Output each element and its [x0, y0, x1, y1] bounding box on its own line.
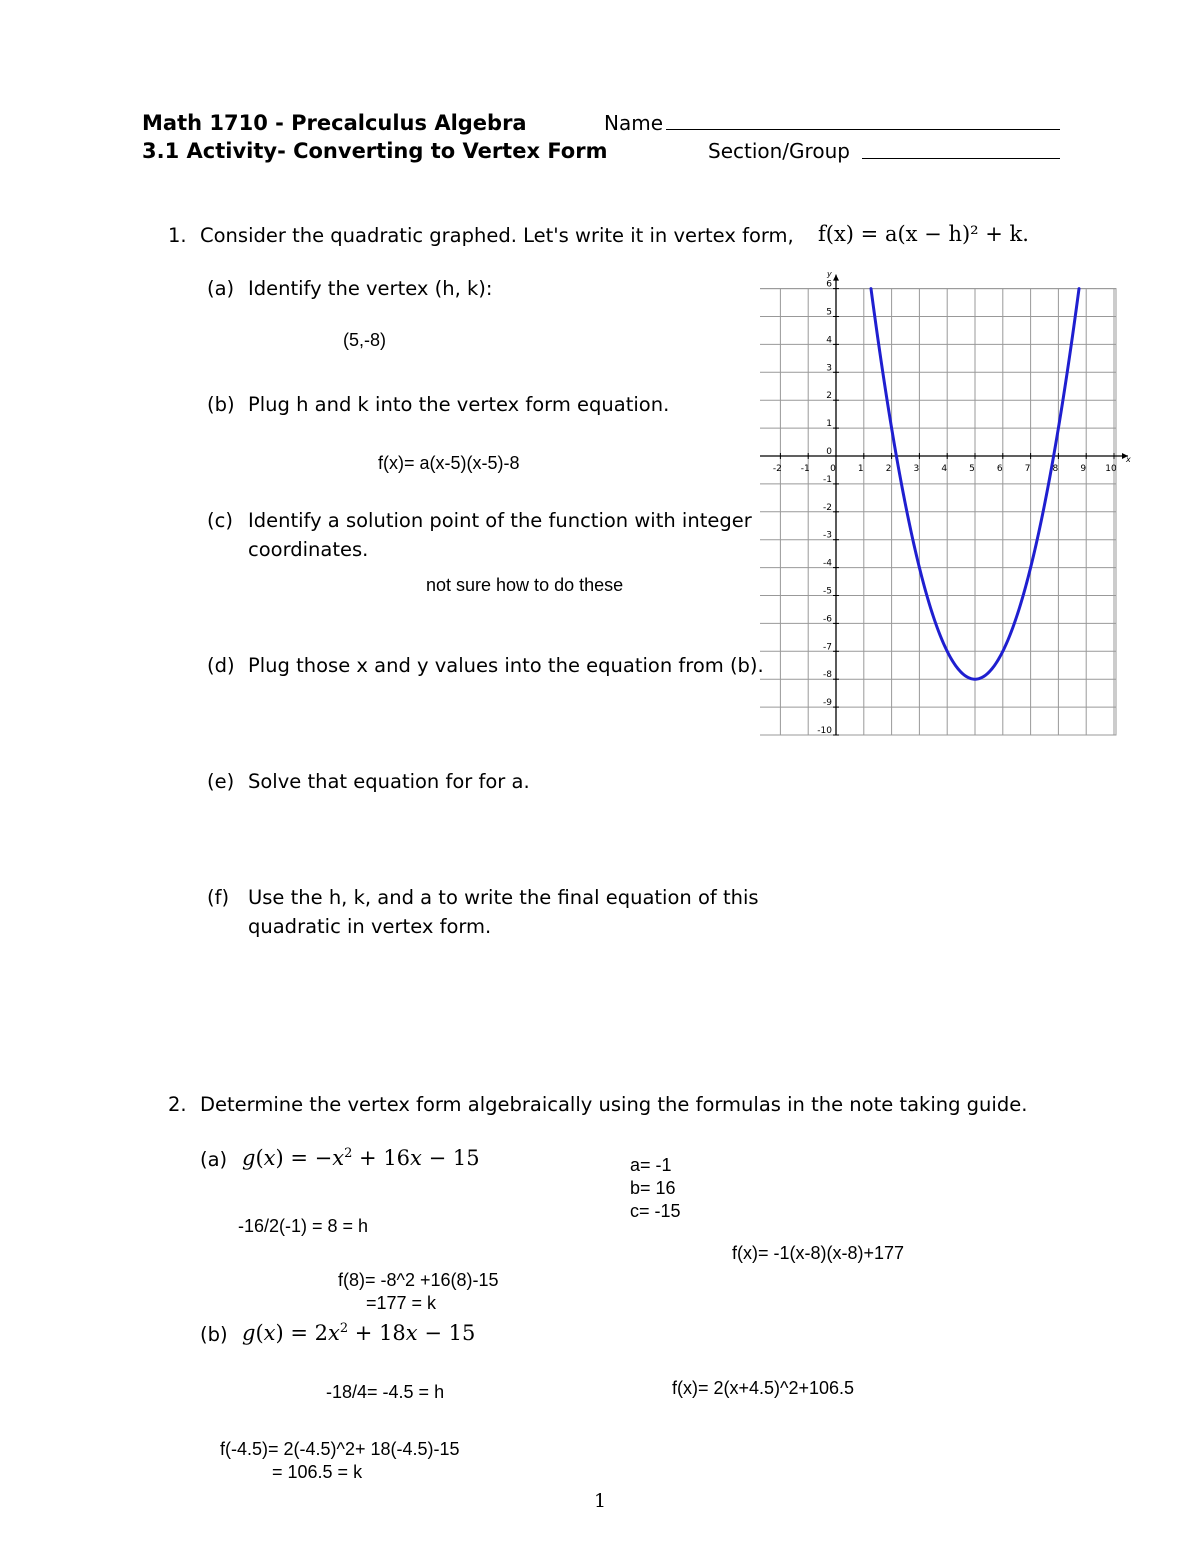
- p2a-label: (a): [200, 1148, 228, 1171]
- problem1-formula: f(x) = a(x − h)² + k.: [818, 222, 1029, 246]
- p2a-work-k: =177 = k: [366, 1293, 437, 1313]
- y-tick-label: 0: [826, 447, 832, 457]
- p1d-text: Plug those x and y values into the equation from (b).: [248, 654, 764, 677]
- y-tick-label: 6: [826, 279, 832, 290]
- p2b-label: (b): [200, 1323, 228, 1346]
- p1f-label: (f): [207, 886, 230, 909]
- x-tick-label: -2: [772, 464, 782, 474]
- course-title: Math 1710 - Precalculus Algebra: [142, 111, 527, 135]
- p2a-answer: f(x)= -1(x-8)(x-8)+177: [732, 1243, 905, 1263]
- x-tick-label: 3: [913, 464, 920, 474]
- y-tick-label: -5: [823, 586, 832, 597]
- p1a-text: Identify the vertex (h, k):: [248, 277, 493, 300]
- problem2-prompt: Determine the vertex form algebraically using the formulas in the note taking guide.: [200, 1093, 1028, 1116]
- y-tick-label: -7: [823, 642, 832, 653]
- x-axis-label: x: [1126, 455, 1131, 464]
- y-tick-label: -8: [823, 670, 832, 681]
- p1c-text2: coordinates.: [248, 538, 369, 561]
- p1e-label: (e): [207, 770, 235, 793]
- p1c-text: Identify a solution point of the function with integer: [248, 509, 752, 532]
- y-tick-label: 3: [826, 363, 832, 374]
- p1d-label: (d): [207, 654, 235, 677]
- p2b-function: $g(x) = 2x^2 + 18x - 15$: [242, 1321, 476, 1345]
- section-label: Section/Group: [708, 139, 850, 163]
- y-tick-label: -6: [823, 614, 832, 625]
- p1a-answer: (5,-8): [343, 330, 387, 350]
- problem1-number: 1.: [168, 224, 187, 247]
- y-tick-label: -4: [823, 558, 832, 569]
- p2a-function: $g(x) = -x^2 + 16x - 15$: [242, 1146, 480, 1170]
- x-tick-label: 7: [1024, 464, 1031, 474]
- p2b-answer: f(x)= 2(x+4.5)^2+106.5: [672, 1378, 855, 1398]
- p1c-answer: not sure how to do these: [426, 575, 624, 595]
- problem2-number: 2.: [168, 1093, 187, 1116]
- y-tick-label: -9: [823, 698, 832, 709]
- name-label: Name: [604, 111, 664, 135]
- p1b-label: (b): [207, 393, 235, 416]
- x-tick-label: 4: [941, 464, 948, 474]
- p1a-label: (a): [207, 277, 235, 300]
- p1c-label: (c): [207, 509, 233, 532]
- p1f-text: Use the h, k, and a to write the final equation of this: [248, 886, 759, 909]
- parabola-graph: [760, 262, 1140, 752]
- p2a-coeff-a: a= -1: [630, 1155, 672, 1175]
- x-tick-label: 8: [1052, 464, 1059, 474]
- y-axis-arrow: [833, 275, 839, 281]
- y-tick-label: 4: [826, 335, 832, 346]
- x-tick-label: 5: [969, 464, 975, 474]
- page-number: 1: [594, 1490, 607, 1512]
- p2b-work-fk: f(-4.5)= 2(-4.5)^2+ 18(-4.5)-15: [220, 1439, 460, 1459]
- y-tick-label: -1: [823, 474, 832, 485]
- x-tick-label: 0: [830, 464, 836, 474]
- problem1-prompt: Consider the quadratic graphed. Let's write it in vertex form,: [200, 224, 794, 247]
- y-tick-label: -2: [823, 502, 832, 513]
- x-tick-label: 6: [996, 464, 1003, 474]
- p2a-coeff-c: c= -15: [630, 1201, 681, 1221]
- p2b-work-k: = 106.5 = k: [272, 1462, 363, 1482]
- p2b-work-h: -18/4= -4.5 = h: [326, 1382, 445, 1402]
- p2a-coeff-b: b= 16: [630, 1178, 676, 1198]
- p1e-text: Solve that equation for for a.: [248, 770, 530, 793]
- y-tick-label: 5: [826, 307, 832, 318]
- x-tick-label: 2: [885, 464, 892, 474]
- p2a-work-h: -16/2(-1) = 8 = h: [238, 1216, 369, 1236]
- y-tick-label: 2: [826, 391, 832, 402]
- y-tick-label: -3: [823, 530, 832, 541]
- p1b-text: Plug h and k into the vertex form equation.: [248, 393, 670, 416]
- p1b-answer: f(x)= a(x-5)(x-5)-8: [378, 453, 520, 473]
- x-tick-label: 10: [1105, 464, 1117, 474]
- p2a-work-fk: f(8)= -8^2 +16(8)-15: [338, 1270, 499, 1290]
- section-field[interactable]: [862, 158, 1060, 159]
- x-tick-label: -1: [800, 464, 810, 474]
- x-tick-label: 9: [1080, 464, 1087, 474]
- activity-title: 3.1 Activity- Converting to Vertex Form: [142, 139, 608, 163]
- name-field[interactable]: [666, 129, 1060, 130]
- x-tick-label: 1: [857, 464, 864, 474]
- y-axis-label: y: [827, 269, 832, 279]
- y-tick-label: -10: [817, 726, 832, 736]
- y-tick-label: 1: [826, 419, 832, 430]
- p1f-text2: quadratic in vertex form.: [248, 915, 492, 938]
